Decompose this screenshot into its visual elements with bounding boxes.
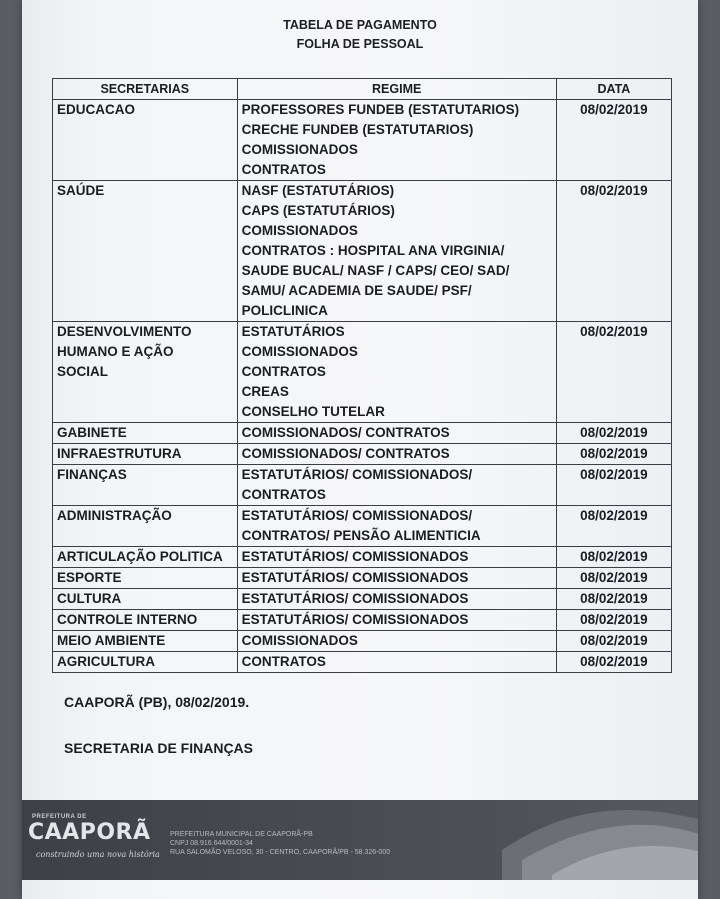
regime-line: ESTATUTÁRIOS/ COMISSIONADOS/ [241,467,473,482]
secretaria-cell [53,423,238,444]
secretaria-name: DESENVOLVIMENTO [57,324,192,339]
regime-cell [237,610,556,631]
regime-line: ESTATUTÁRIOS/ COMISSIONADOS/ [241,508,473,523]
logo-tagline: construindo uma nova história [36,850,160,859]
secretaria-name: FINANÇAS [57,467,127,482]
secretaria-cell [53,444,238,465]
regime-cell [237,181,556,322]
regime-line: SAMU/ ACADEMIA DE SAUDE/ PSF/ [241,283,472,298]
regime-cell [237,100,556,181]
regime-line: ESTATUTÁRIOS/ COMISSIONADOS [241,570,469,585]
secretaria-cell [53,610,238,631]
table-header-row [53,79,672,100]
document-page [22,0,698,899]
regime-line: POLICLINICA [241,303,328,318]
logo-prefix: PREFEITURA DE [32,814,87,820]
regime-cell [237,423,556,444]
place-date: CAAPORÃ (PB), 08/02/2019. [64,694,250,710]
document-title [22,16,698,54]
secretaria-name: INFRAESTRUTURA [57,446,182,461]
regime-cell [237,322,556,423]
date-cell: 08/02/2019 [556,506,671,547]
regime-line: COMISSIONADOS [241,142,358,157]
date-cell: 08/02/2019 [556,322,671,423]
regime-line: CONTRATOS [241,364,326,379]
regime-line: CRECHE FUNDEB (ESTATUTARIOS) [241,122,474,137]
secretaria-cell [53,506,238,547]
secretaria-cell [53,181,238,322]
date-cell: 08/02/2019 [556,100,671,181]
secretaria-name: MEIO AMBIENTE [57,633,166,648]
regime-cell [237,444,556,465]
secretaria-name: HUMANO E AÇÃO [57,344,174,359]
secretaria-name: SAÚDE [57,183,105,198]
table-row [53,100,672,181]
date-cell: 08/02/2019 [556,652,671,673]
regime-line: CONTRATOS [241,162,326,177]
regime-line: CONTRATOS : HOSPITAL ANA VIRGINIA/ [241,243,505,258]
table-row [53,568,672,589]
regime-line: ESTATUTÁRIOS/ COMISSIONADOS [241,549,469,564]
date-cell: 08/02/2019 [556,631,671,652]
info-line-3: RUA SALOMÃO VELOSO, 30 - CENTRO, CAAPORÃ/PB - 58.326-000 [170,849,391,856]
secretaria-name: AGRICULTURA [57,654,155,669]
secretaria-cell [53,465,238,506]
table-body [53,100,672,673]
table-row [53,547,672,568]
info-line-2: CNPJ 08.916.644/0001-34 [170,840,253,847]
regime-cell [237,465,556,506]
secretaria-name: ESPORTE [57,570,122,585]
regime-cell [237,506,556,547]
regime-line: COMISSIONADOS/ CONTRATOS [241,446,450,461]
regime-line: CONTRATOS/ PENSÃO ALIMENTICIA [241,528,481,543]
regime-line: CONSELHO TUTELAR [241,404,385,419]
table-row [53,652,672,673]
secretaria-name: SOCIAL [57,364,109,379]
regime-cell [237,568,556,589]
secretaria-name: ADMINISTRAÇÃO [57,508,172,523]
header-secretarias: SECRETARIAS [53,79,238,100]
table-row [53,465,672,506]
title-line-2: FOLHA DE PESSOAL [296,37,424,51]
date-cell: 08/02/2019 [556,547,671,568]
secretaria-name: CONTROLE INTERNO [57,612,198,627]
regime-line: NASF (ESTATUTÁRIOS) [241,183,395,198]
table-row [53,506,672,547]
logo-text: CAAPORÃ [28,820,151,845]
payment-table [52,78,672,673]
regime-cell [237,589,556,610]
regime-cell [237,652,556,673]
regime-line: PROFESSORES FUNDEB (ESTATUTARIOS) [241,102,520,117]
date-cell: 08/02/2019 [556,610,671,631]
regime-line: ESTATUTÁRIOS/ COMISSIONADOS [241,612,469,627]
date-cell: 08/02/2019 [556,423,671,444]
secretaria-cell [53,322,238,423]
letterhead-wave-graphic [502,800,698,880]
regime-cell [237,547,556,568]
info-line-1: PREFEITURA MUNICIPAL DE CAAPORÃ-PB [170,831,313,838]
regime-line: COMISSIONADOS [241,344,358,359]
secretaria-cell [53,547,238,568]
letterhead-band [22,800,698,880]
secretaria-cell [53,589,238,610]
secretaria-cell [53,568,238,589]
regime-line: CAPS (ESTATUTÁRIOS) [241,203,395,218]
secretaria-name: ARTICULAÇÃO POLITICA [57,549,223,564]
table-row [53,322,672,423]
secretaria-name: CULTURA [57,591,122,606]
regime-line: ESTATUTÁRIOS [241,324,345,339]
table-row [53,181,672,322]
secretaria-cell [53,631,238,652]
regime-line: ESTATUTÁRIOS/ COMISSIONADOS [241,591,469,606]
secretaria-name: GABINETE [57,425,127,440]
date-cell: 08/02/2019 [556,465,671,506]
table-row [53,610,672,631]
table-row [53,631,672,652]
date-cell: 08/02/2019 [556,444,671,465]
regime-line: COMISSIONADOS [241,633,358,648]
regime-line: CONTRATOS [241,487,326,502]
date-cell: 08/02/2019 [556,181,671,322]
regime-line: COMISSIONADOS [241,223,358,238]
regime-line: SAUDE BUCAL/ NASF / CAPS/ CEO/ SAD/ [241,263,510,278]
date-cell: 08/02/2019 [556,589,671,610]
regime-line: CREAS [241,384,289,399]
table-row [53,589,672,610]
title-line-1: TABELA DE PAGAMENTO [283,18,437,32]
header-regime: REGIME [237,79,556,100]
secretaria-name: EDUCACAO [57,102,136,117]
table-row [53,423,672,444]
date-cell: 08/02/2019 [556,568,671,589]
secretaria-cell [53,652,238,673]
signature-label: SECRETARIA DE FINANÇAS [64,740,254,756]
table-row [53,444,672,465]
regime-line: CONTRATOS [241,654,326,669]
letterhead-info [170,830,390,857]
secretaria-cell [53,100,238,181]
regime-line: COMISSIONADOS/ CONTRATOS [241,425,450,440]
regime-cell [237,631,556,652]
header-data: DATA [556,79,671,100]
